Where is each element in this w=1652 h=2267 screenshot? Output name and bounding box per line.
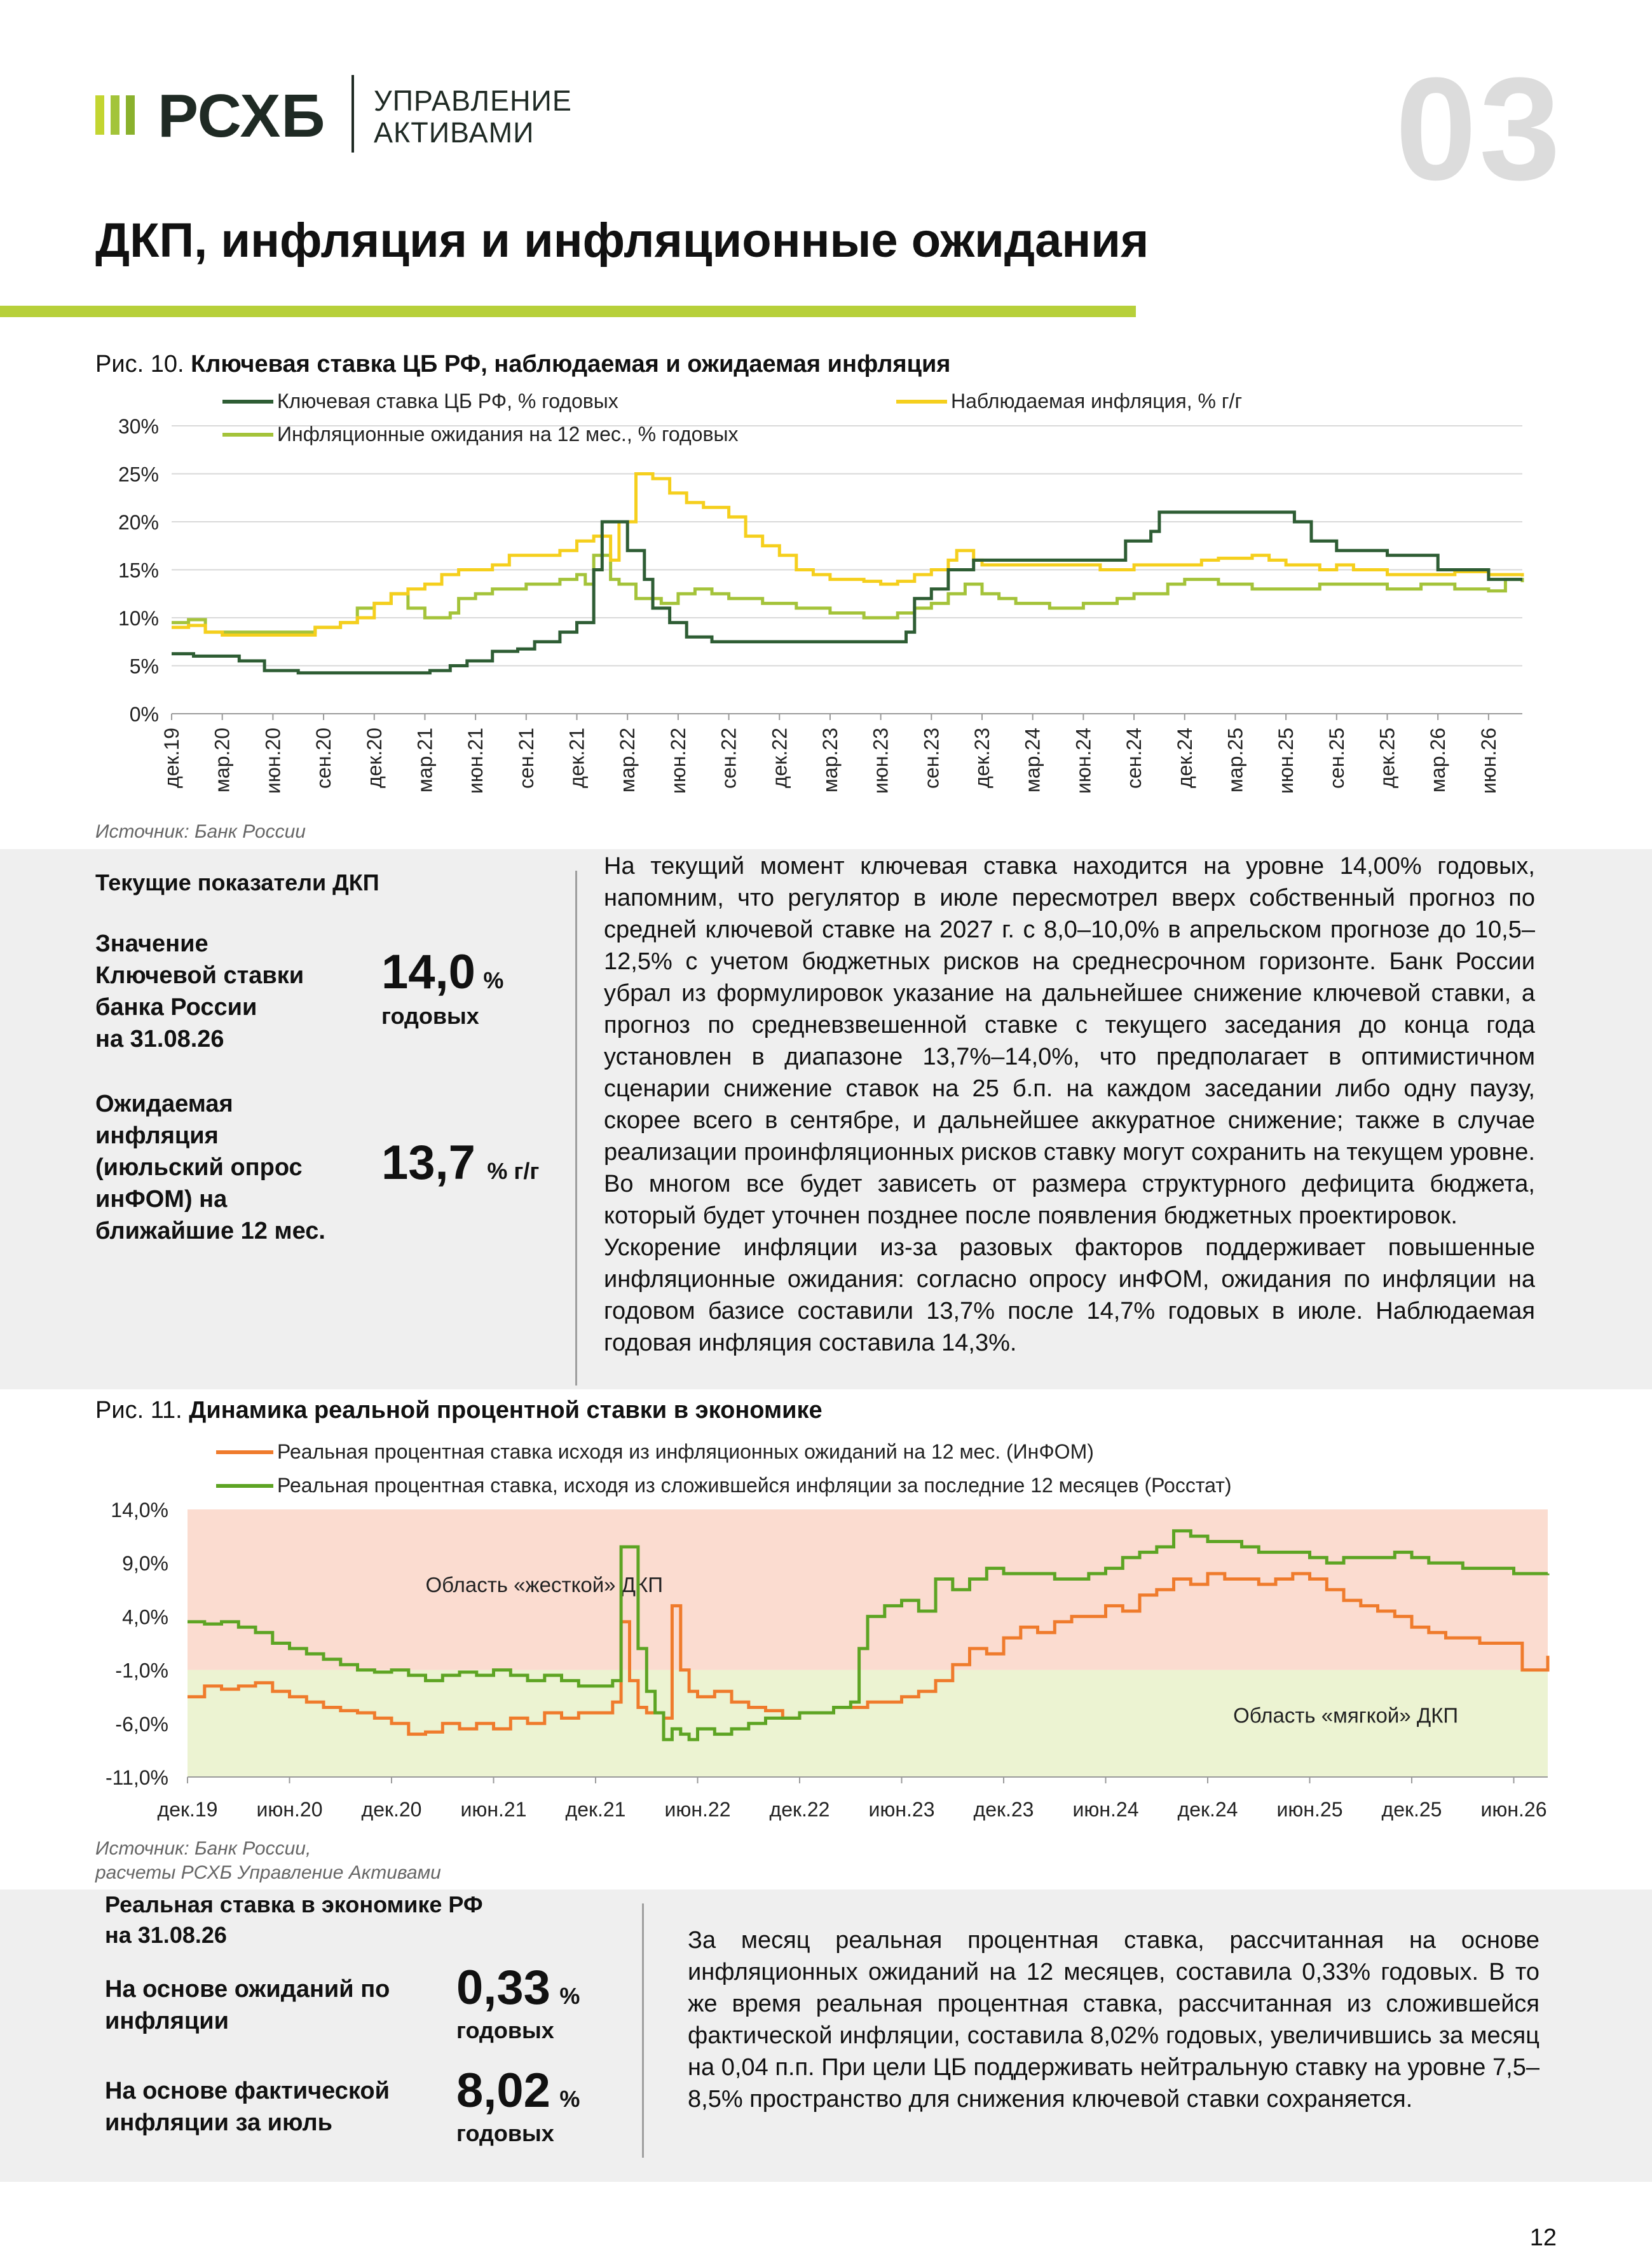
panel-2-divider [642,1903,644,2158]
panel-2-heading-line: на 31.08.26 [105,1922,227,1948]
y-tick-label: -11,0% [105,1766,168,1789]
x-tick-label: дек.19 [157,1798,218,1821]
x-tick-label: июн.23 [868,1798,935,1821]
figure-10-caption [95,351,950,378]
panel-1-divider [575,871,577,1385]
x-tick-label: мар.24 [1021,728,1044,793]
y-tick-label: 5% [129,655,159,678]
y-tick-label: 30% [118,415,159,438]
region-label-loose: Область «мягкой» ДКП [1233,1703,1459,1727]
x-tick-label: июн.23 [869,728,892,794]
logo-bars-icon [95,95,140,135]
logo-subtitle [374,85,572,149]
series-line-2 [172,474,1522,636]
key-rate-label-line: на 31.08.26 [95,1026,224,1052]
x-tick-label: дек.20 [362,728,386,788]
x-tick-label: мар.23 [818,728,842,793]
real-rate-actual-value: 8,02 [456,2064,550,2118]
panel-2-heading-line: Реальная ставка в экономике РФ [105,1891,483,1917]
real-rate-actual-unit-word: годовых [456,2120,554,2146]
key-rate-label-line: банка России [95,994,257,1021]
expected-inflation-label [95,1088,362,1247]
x-tick-label: сен.24 [1123,728,1146,789]
legend-label: Инфляционные ожидания на 12 мес., % годовых [277,423,739,446]
x-tick-label: дек.25 [1381,1798,1442,1821]
x-tick-label: июн.21 [460,1798,527,1821]
y-tick-label: 14,0% [111,1499,168,1522]
x-tick-label: дек.19 [160,728,183,788]
real-rate-expectations-label [105,1973,435,2037]
real-rate-expectations-unit-word: годовых [456,2017,554,2043]
figure-11-prefix: Рис. 11. [95,1397,182,1424]
x-tick-label: июн.21 [464,728,488,794]
expected-inflation-label-line: инФОМ) на [95,1186,228,1213]
y-tick-label: -6,0% [115,1712,168,1736]
panel-2-heading [105,1889,483,1950]
logo-subtitle-line-1: УПРАВЛЕНИЕ [374,85,572,117]
logo-subtitle-line-2: АКТИВАМИ [374,116,535,149]
x-tick-label: дек.22 [769,1798,830,1821]
series-line-1 [172,512,1522,673]
x-tick-label: мар.20 [210,728,234,793]
x-tick-label: дек.23 [971,728,993,788]
y-tick-label: 9,0% [122,1552,168,1576]
key-rate-value: 14,0 [381,945,475,999]
real-rate-expectations-label-line: На основе ожиданий по [105,1976,390,2003]
logo-bar-1 [95,95,104,135]
expected-inflation-label-line: инфляция [95,1122,219,1149]
chart-key-rate-inflation [83,388,1545,826]
key-rate-label [95,928,350,1055]
panel-1-heading: Текущие показатели ДКП [95,869,379,895]
x-tick-label: мар.26 [1426,728,1450,793]
x-tick-label: июн.20 [261,728,285,794]
page-number: 12 [1529,2224,1557,2251]
expected-inflation-unit: % г/г [487,1158,540,1184]
legend-label: Реальная процентная ставка исходя из инфляционных ожиданий на 12 мес. (ИнФОМ) [277,1440,1094,1463]
panel-2-text: За месяц реальная процентная ставка, рассчитанная на основе инфляционных ожиданий на 12 месяцев, составила 0,33% годовых. В то же время реальная процентная ставка, рассчитанная из сложившейся фактической инфляции, составила 8,02% годовых, увеличившись за месяц на 0,04 п.п. При цели ЦБ поддерживать нейтральную ставку на уровне 7,5–8,5% пространство для снижения ключевой ставки сохраняется. [688,1927,1539,2113]
logo-bar-3 [126,95,135,135]
section-number: 03 [1395,47,1563,210]
expected-inflation-label-line: (июльский опрос [95,1154,303,1181]
figure-10-title: Ключевая ставка ЦБ РФ, наблюдаемая и ожидаемая инфляция [191,351,951,378]
figure-11-source [95,1837,441,1885]
real-rate-expectations-value-block [456,1963,580,2044]
page-title: ДКП, инфляция и инфляционные ожидания [95,214,1149,268]
logo-divider [352,75,354,153]
real-rate-actual-label-line: инфляции за июль [105,2109,333,2136]
panel-1-paragraph-1: На текущий момент ключевая ставка находится на уровне 14,00% годовых, напомним, что регулятор в июле пересмотрел вверх собственный прогноз по средней ключевой ставке на 2027 г. с 8,0–10,0% в апрельском прогнозе до 10,5–12,5% с учетом бюджетных рисков на среднесрочном горизонте. Банк России убрал из формулировок указание на дальнейшее снижение ключевой ставки, а прогноз по средневзвешенной ставке с текущего заседания до конца года установлен в диапазоне 13,7%–14,0%, что предполагает в оптимистичном сценарии снижение ставок на 25 б.п. на каждом заседании либо одну паузу, скорее всего в сентябре, и дальнейшее аккуратное снижение; также в случае реализации проинфляционных рисков ставку могут сохранить на текущем уровне. Во многом все будет зависеть от размера структурного дефицита бюджета, который будет уточнен позднее после появления бюджетных проектировок. [604,853,1535,1229]
title-underline [0,306,1136,317]
key-rate-label-line: Ключевой ставки [95,962,304,989]
x-tick-label: сен.21 [514,728,538,789]
x-tick-label: мар.22 [616,728,639,793]
x-tick-label: сен.25 [1325,728,1348,789]
x-tick-label: дек.21 [565,728,589,788]
x-tick-label: мар.25 [1224,728,1247,793]
x-tick-label: июн.24 [1072,728,1095,794]
key-rate-unit-word: годовых [381,1003,479,1029]
legend-label: Наблюдаемая инфляция, % г/г [951,390,1243,412]
chart-real-interest-rate [83,1433,1564,1827]
x-tick-label: июн.22 [666,728,690,794]
real-rate-expectations-value: 0,33 [456,1961,550,2015]
key-rate-value-block [381,947,503,1030]
logo-bar-2 [111,95,119,135]
real-rate-actual-value-block [456,2066,580,2147]
x-tick-label: сен.22 [717,728,741,789]
real-rate-actual-label [105,2075,435,2139]
real-rate-expectations-unit-symbol: % [559,1983,580,2009]
x-tick-label: дек.20 [361,1798,422,1821]
real-rate-actual-label-line: На основе фактической [105,2078,390,2104]
y-tick-label: -1,0% [115,1659,168,1682]
x-tick-label: дек.25 [1376,728,1399,788]
figure-11-caption [95,1397,823,1424]
figure-11-source-line: расчеты РСХБ Управление Активами [95,1862,441,1883]
key-rate-label-line: Значение [95,930,208,957]
y-tick-label: 15% [118,559,159,582]
x-tick-label: дек.22 [768,728,791,788]
x-tick-label: июн.24 [1072,1798,1139,1821]
x-tick-label: июн.22 [664,1798,731,1821]
figure-11-source-line: Источник: Банк России, [95,1838,311,1859]
panel-1-paragraph-2: Ускорение инфляции из-за разовых факторов поддерживает повышенные инфляционные ожидания: согласно опросу инФОМ, ожидания по инфляции на годовом базисе составили 13,7% после 14,7% годовых в июле. Наблюдаемая годовая инфляция составила 14,3%. [604,1234,1535,1356]
legend-label: Реальная процентная ставка, исходя из сложившейся инфляции за последние 12 месяцев (Росстат) [277,1474,1232,1497]
x-tick-label: мар.21 [413,728,437,793]
y-tick-label: 10% [118,607,159,630]
figure-11-title: Динамика реальной процентной ставки в экономике [189,1397,823,1424]
x-tick-label: июн.26 [1480,1798,1547,1821]
expected-inflation-label-line: Ожидаемая [95,1091,233,1117]
expected-inflation-label-line: ближайшие 12 мес. [95,1218,325,1244]
expected-inflation-value-block [381,1138,539,1188]
legend-label: Ключевая ставка ЦБ РФ, % годовых [277,390,618,412]
x-tick-label: июн.20 [256,1798,323,1821]
x-tick-label: июн.25 [1276,1798,1343,1821]
y-tick-label: 4,0% [122,1605,168,1629]
y-tick-label: 20% [118,511,159,534]
x-tick-label: дек.24 [1173,728,1196,788]
figure-10-source: Источник: Банк России [95,821,306,842]
figure-10-prefix: Рис. 10. [95,351,184,378]
y-tick-label: 0% [129,703,159,726]
x-tick-label: дек.21 [565,1798,626,1821]
x-tick-label: июн.26 [1477,728,1500,794]
logo-text: РСХБ [158,82,326,150]
expected-inflation-value: 13,7 [381,1136,475,1190]
x-tick-label: июн.25 [1274,728,1298,794]
x-tick-label: сен.23 [920,728,943,789]
x-tick-label: дек.23 [973,1798,1034,1821]
y-tick-label: 25% [118,463,159,486]
x-tick-label: дек.24 [1177,1798,1238,1821]
real-rate-expectations-label-line: инфляции [105,2008,229,2034]
x-tick-label: сен.20 [312,728,336,789]
region-label-tight: Область «жесткой» ДКП [425,1572,663,1596]
key-rate-unit-symbol: % [483,967,504,993]
real-rate-actual-unit-symbol: % [559,2086,580,2112]
panel-1-text [604,850,1535,1359]
